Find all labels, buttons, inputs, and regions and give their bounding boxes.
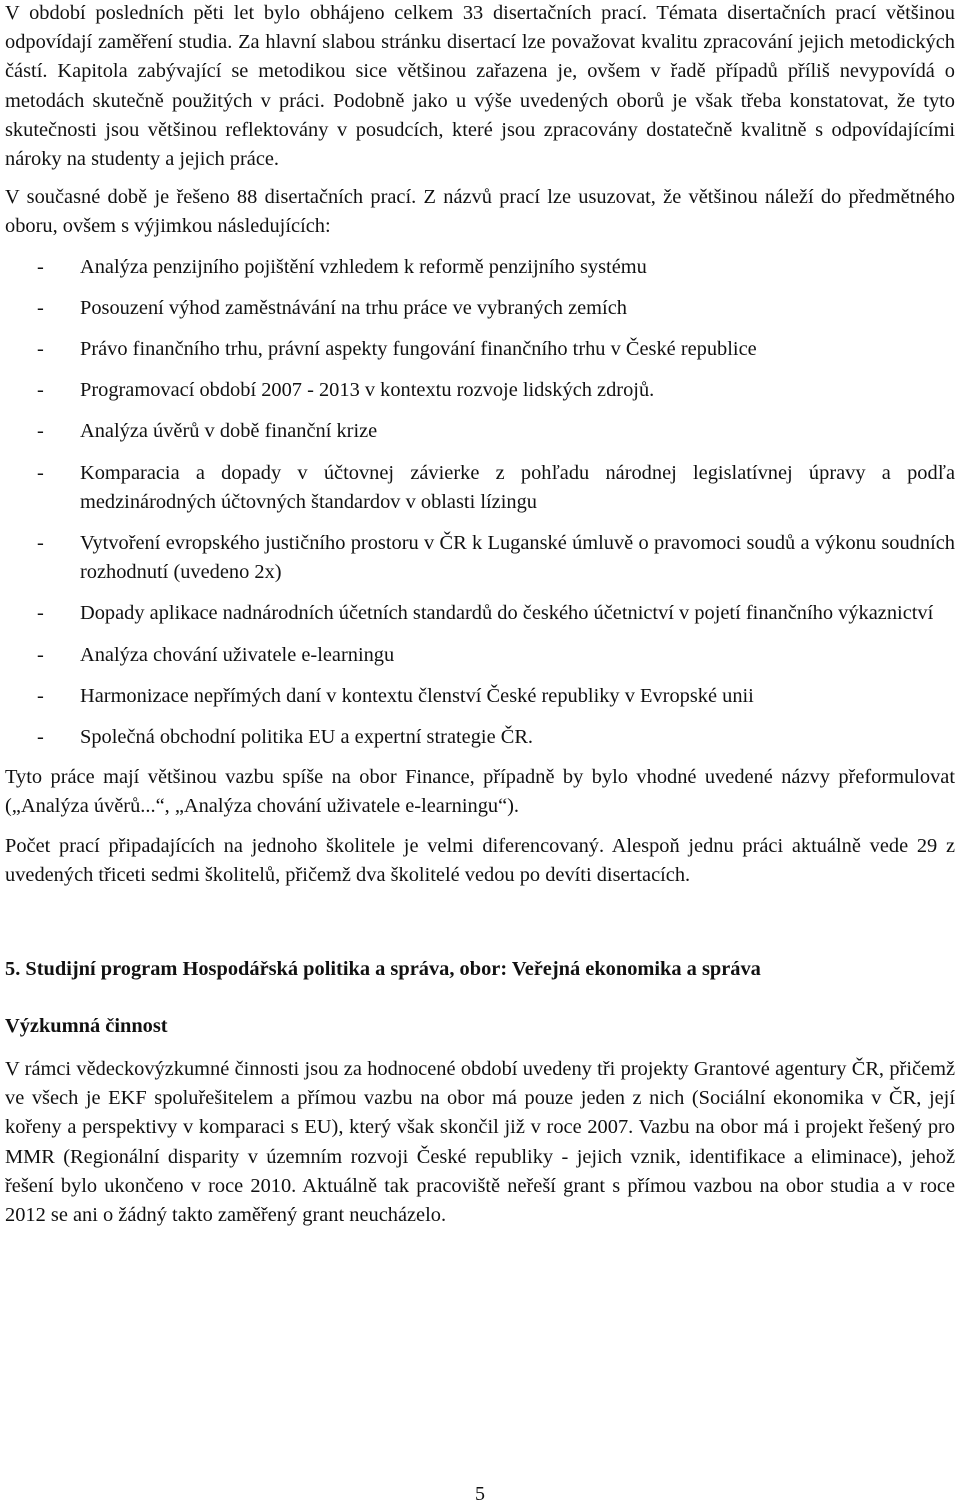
thesis-exception-list bbox=[5, 253, 955, 753]
list-item-text: Vytvoření evropského justičního prostoru v ČR k Luganské úmluvě o pravomoci soudů a výkonu soudních rozhodnutí (uvedeno 2x) bbox=[80, 532, 955, 584]
list-item bbox=[5, 599, 955, 628]
list-item bbox=[5, 335, 955, 364]
section-heading: 5. Studijní program Hospodářská politika a správa, obor: Veřejná ekonomika a správa bbox=[5, 958, 761, 981]
list-dash: - bbox=[37, 532, 44, 555]
page-number: 5 bbox=[475, 1483, 485, 1505]
list-item-text: Společná obchodní politika EU a expertní strategie ČR. bbox=[80, 726, 534, 749]
list-dash: - bbox=[37, 255, 44, 278]
list-dash: - bbox=[37, 684, 44, 707]
list-item-text: Dopady aplikace nadnárodních účetních standardů do českého účetnictví v pojetí finančního výkaznictví bbox=[80, 602, 934, 625]
list-item-text: Posouzení výhod zaměstnávání na trhu práce ve vybraných zemích bbox=[80, 296, 627, 319]
list-dash: - bbox=[37, 726, 44, 749]
list-dash: - bbox=[37, 461, 44, 484]
list-item bbox=[5, 641, 955, 670]
list-item bbox=[5, 459, 955, 517]
list-dash: - bbox=[37, 643, 44, 666]
intro-paragraph: V období posledních pěti let bylo obhájeno celkem 33 disertačních prací. Témata disertačních prací většinou odpovídají zaměření studia. Za hlavní slabou stránku disertací lze považovat kvalitu zpracování jejich metodických částí. Kapitola zabývající se metodikou sice většinou zařazena je, ovšem v řadě případů příliš nevypovídá o metodách skutečně použitých v práci. Podobně jako u výše uvedených oborů je však třeba konstatovat, že tyto skutečnosti jsou většinou reflektovány v posudcích, které jsou zpracovány dostatečně kvalitně s odpovídajícími nároky na studenty a jejich práce. bbox=[5, 2, 955, 171]
list-item-text: Analýza úvěrů v době finanční krize bbox=[80, 420, 378, 443]
list-dash: - bbox=[37, 420, 44, 443]
list-item-text: Komparacia a dopady v účtovnej závierke z pohľadu národnej legislatívnej úpravy a podľa medzinárodných účtovných štandardov v oblasti lízingu bbox=[80, 461, 955, 513]
list-item bbox=[5, 417, 955, 446]
research-heading: Výzkumná činnost bbox=[5, 1015, 168, 1038]
supervisors-paragraph: Počet prací připadajících na jednoho školitele je velmi diferencovaný. Alespoň jednu práci aktuálně vede 29 z uvedených třiceti sedmi školitelů, přičemž dva školitelé vedou po devíti disertacích. bbox=[5, 834, 955, 886]
list-dash: - bbox=[37, 379, 44, 402]
research-paragraph: V rámci vědeckovýzkumné činnosti jsou za hodnocené období uvedeny tři projekty Grantové agentury ČR, přičemž ve všech je EKF spoluřešitelem a přímou vazbu na obor má pouze jeden z nich (Sociální ekonomika v ČR, její kořeny a perspektivy v komparaci s EU), který však skončil již v roce 2007. Vazbu na obor má i projekt řešený pro MMR (Regionální disparity v územním rozvoji České republiky - jejich vznik, identifikace a eliminace), jehož řešení bylo ukončeno v roce 2010. Aktuálně tak pracoviště neřeší grant s přímou vazbou na obor studia a v roce 2012 se ani o žádný takto zaměřený grant neucházelo. bbox=[5, 1058, 955, 1227]
list-item-text: Analýza chování uživatele e-learningu bbox=[80, 643, 395, 666]
list-item bbox=[5, 253, 955, 282]
list-dash: - bbox=[37, 338, 44, 361]
list-dash: - bbox=[37, 296, 44, 319]
list-item bbox=[5, 376, 955, 405]
list-item-text: Harmonizace nepřímých daní v kontextu členství České republiky v Evropské unii bbox=[80, 684, 754, 707]
list-dash: - bbox=[37, 602, 44, 625]
list-item bbox=[5, 682, 955, 711]
list-item bbox=[5, 529, 955, 587]
list-item bbox=[5, 294, 955, 323]
list-item-text: Právo finančního trhu, právní aspekty fungování finančního trhu v České republice bbox=[80, 338, 757, 361]
finance-paragraph: Tyto práce mají většinou vazbu spíše na obor Finance, případně by bylo vhodné uvedené názvy přeformulovat („Analýza úvěrů...“, „Analýza chování uživatele e-learningu“). bbox=[5, 766, 955, 818]
list-item-text: Programovací období 2007 - 2013 v kontextu rozvoje lidských zdrojů. bbox=[80, 379, 655, 402]
current-theses-paragraph: V současné době je řešeno 88 disertačních prací. Z názvů prací lze usuzovat, že většinou náleží do předmětného oboru, ovšem s výjimkou následujících: bbox=[5, 186, 955, 238]
list-item-text: Analýza penzijního pojištění vzhledem k reformě penzijního systému bbox=[80, 255, 647, 278]
document-page bbox=[5, 0, 955, 1230]
list-item bbox=[5, 723, 955, 752]
